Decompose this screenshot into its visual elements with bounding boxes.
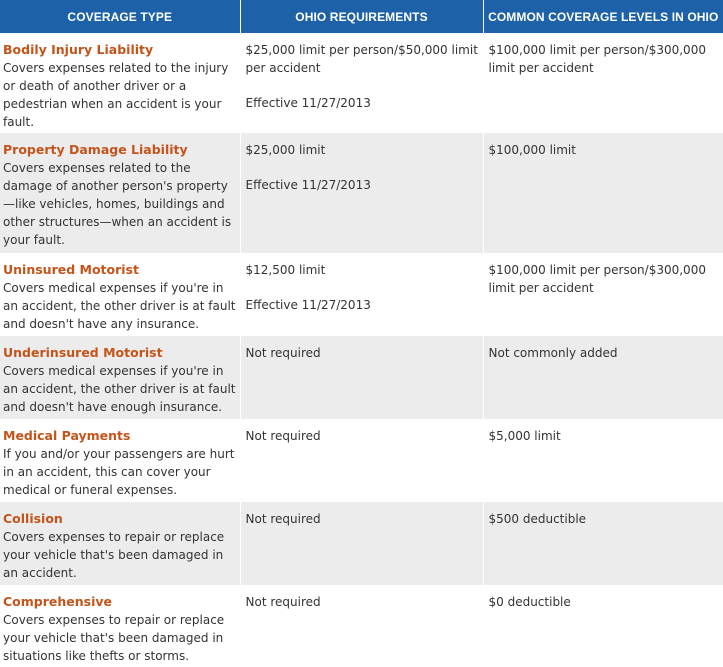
effective-date: Effective 11/27/2013 <box>245 298 371 312</box>
requirement-cell <box>240 133 483 253</box>
coverage-title: Collision <box>3 511 63 526</box>
common-level-value: $0 deductible <box>488 595 571 609</box>
requirement-cell <box>240 502 483 585</box>
requirement-cell <box>240 419 483 502</box>
coverage-title: Property Damage Liability <box>3 142 188 157</box>
coverage-cell <box>0 419 240 502</box>
common-level-value: $100,000 limit <box>488 143 576 157</box>
effective-date: Effective 11/27/2013 <box>245 178 371 192</box>
coverage-cell <box>0 33 240 133</box>
common-level-cell <box>483 419 723 502</box>
coverage-title: Uninsured Motorist <box>3 262 139 277</box>
common-level-cell <box>483 585 723 667</box>
coverage-description: Covers expenses related to the injury or death of another driver or a pedestrian when an accident is your fault. <box>3 61 229 129</box>
common-level-value: $100,000 limit per person/$300,000 limit per accident <box>488 43 706 75</box>
coverage-description: If you and/or your passengers are hurt in an accident, this can cover your medical or funeral expenses. <box>3 447 235 497</box>
requirement-value: $25,000 limit <box>245 143 326 157</box>
requirement-cell <box>240 336 483 419</box>
requirement-value: Not required <box>245 429 321 443</box>
header-coverage-type: COVERAGE TYPE <box>0 0 240 33</box>
effective-date: Effective 11/27/2013 <box>245 96 371 110</box>
common-level-cell <box>483 33 723 133</box>
coverage-cell <box>0 585 240 667</box>
requirement-value: Not required <box>245 346 321 360</box>
coverage-description: Covers expenses related to the damage of another person's property—like vehicles, homes, buildings and other structures—when an accident is your fault. <box>3 161 232 247</box>
table-row <box>0 502 723 585</box>
common-level-cell <box>483 336 723 419</box>
requirement-cell <box>240 585 483 667</box>
common-level-cell <box>483 253 723 336</box>
table-row <box>0 133 723 253</box>
common-level-cell <box>483 133 723 253</box>
coverage-description: Covers medical expenses if you're in an accident, the other driver is at fault and doesn't have any insurance. <box>3 281 236 331</box>
coverage-title: Comprehensive <box>3 594 113 609</box>
header-row <box>0 0 723 33</box>
table-row <box>0 33 723 133</box>
table-row <box>0 419 723 502</box>
coverage-description: Covers medical expenses if you're in an accident, the other driver is at fault and doesn't have enough insurance. <box>3 364 236 414</box>
common-level-value: Not commonly added <box>488 346 618 360</box>
table-row <box>0 253 723 336</box>
common-level-value: $5,000 limit <box>488 429 561 443</box>
header-ohio-requirements: OHIO REQUIREMENTS <box>240 0 483 33</box>
coverage-cell <box>0 133 240 253</box>
table-row <box>0 336 723 419</box>
requirement-value: $25,000 limit per person/$50,000 limit per accident <box>245 43 478 75</box>
coverage-cell <box>0 336 240 419</box>
coverage-title: Underinsured Motorist <box>3 345 163 360</box>
requirement-cell <box>240 33 483 133</box>
common-level-value: $500 deductible <box>488 512 587 526</box>
coverage-title: Bodily Injury Liability <box>3 42 154 57</box>
requirement-value: Not required <box>245 512 321 526</box>
requirement-value: $12,500 limit <box>245 263 326 277</box>
coverage-title: Medical Payments <box>3 428 131 443</box>
coverage-description: Covers expenses to repair or replace your vehicle that's been damaged in an accident. <box>3 530 225 580</box>
coverage-description: Covers expenses to repair or replace your vehicle that's been damaged in situations like thefts or storms. <box>3 613 225 663</box>
common-level-value: $100,000 limit per person/$300,000 limit per accident <box>488 263 706 295</box>
requirement-value: Not required <box>245 595 321 609</box>
table-row <box>0 585 723 667</box>
coverage-cell <box>0 253 240 336</box>
requirement-cell <box>240 253 483 336</box>
header-common-levels: COMMON COVERAGE LEVELS IN OHIO <box>483 0 723 33</box>
common-level-cell <box>483 502 723 585</box>
coverage-cell <box>0 502 240 585</box>
